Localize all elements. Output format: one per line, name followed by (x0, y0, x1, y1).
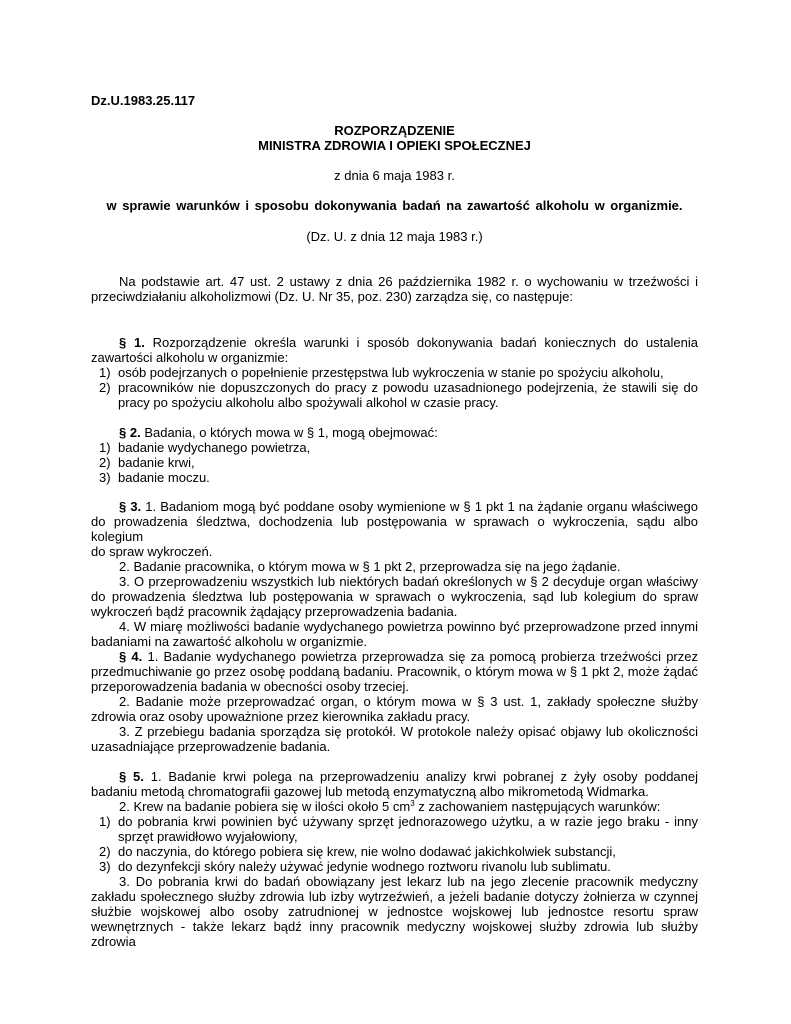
superscript-3: 3 (410, 799, 415, 808)
list-item: 3) do dezynfekcji skóry należy używać jedynie wodnego roztworu rivanolu lub sublimatu. (99, 859, 611, 874)
section-1-mark: § 1. (119, 335, 145, 350)
doc-title-line2: MINISTRA ZDROWIA I OPIEKI SPOŁECZNEJ (258, 138, 531, 153)
section-3-mark: § 3. (119, 499, 142, 514)
doc-subject: w sprawie warunków i sposobu dokonywania badań na zawartość alkoholu w organizmie. (106, 198, 683, 213)
preamble (91, 274, 698, 304)
section-1-intro-a: Rozporządzenie określa warunki i sposób dokonywania badań koniecznych do ustalenia (152, 335, 698, 350)
preamble-line2: przeciwdziałaniu alkoholizmowi (Dz. U. Nr 35, poz. 230) zarządza się, co następuje: (91, 289, 573, 304)
doc-date: z dnia 6 maja 1983 r. (334, 168, 455, 183)
section-1 (91, 335, 698, 365)
section-1-intro-b: zawartości alkoholu w organizmie: (91, 350, 289, 365)
section-5-paragraph-3: 3. Do pobrania krwi do badań obowiązany jest lekarz lub na jego zlecenie pracownik medyczny zakładu społecznego służby zdrowia lub izby wytrzeźwień, a jeżeli badanie dotyczy żołnierza w czynnej służbie wojskowej albo osoby zatrudnionej w jednostce wojskowej lub jednostce resortu spraw wewnętrznych - także lekarz bądź inny pracownik medyczny wojskowej służby zdrowia lub służby zdrowia (91, 874, 698, 949)
list-item: 2) pracowników nie dopuszczonych do pracy z powodu uzasadnionego podejrzenia, że stawili się do pracy po spożyciu alkoholu albo spożywali alkohol w czasie pracy. (99, 380, 698, 410)
doc-id: Dz.U.1983.25.117 (91, 93, 196, 108)
preamble-line1: Na podstawie art. 47 ust. 2 ustawy z dnia 26 października 1982 r. o wychowaniu w trzeźwości i (119, 274, 698, 289)
doc-publication: (Dz. U. z dnia 12 maja 1983 r.) (306, 229, 483, 244)
section-3: § 3. 1. Badaniom mogą być poddane osoby wymienione w § 1 pkt 1 na żądanie organu właściwego do prowadzenia śledztwa, dochodzenia lub postępowania w sprawach o wykroczenia, sądu albo kolegium do spraw wykroczeń. 2. Badanie pracownika, o którym mowa w § 1 pkt 2, przeprowadza się na jego żądanie. 3. O przeprowadzeniu wszystkich lub niektórych badań określonych w § 2 decyduje organ właściwy do prowadzenia śledztwa lub postępowania w sprawach o wykroczenia, sąd lub kolegium do spraw wykroczeń bądź pracownik żądający przeprowadzenia badania. 4. W miarę możliwości badanie wydychanego powietrza powinno być przeprowadzone przed innymi badaniami na zawartość alkoholu w organizmie. (91, 499, 698, 649)
list-item: 3) badanie moczu. (99, 470, 210, 485)
list-item: 2) do naczynia, do którego pobiera się krew, nie wolno dodawać jakichkolwiek substancji, (99, 844, 616, 859)
section-4: § 4. 1. Badanie wydychanego powietrza przeprowadza się za pomocą probierza trzeźwości przez przedmuchiwanie go przez osobę poddaną badaniu. Pracownik, o którym mowa w § 1 pkt 2, może żądać przeporowadzenia badania w obecności osoby trzeciej. 2. Badanie może przeprowadzać organ, o którym mowa w § 3 ust. 1, zakłady społeczne służby zdrowia oraz osoby upoważnione przez kierownika zakładu pracy. 3. Z przebiegu badania sporządza się protokół. W protokole należy opisać objawy lub okoliczności uzasadniające przeprowadzenie badania. (91, 649, 698, 754)
section-2-mark: § 2. (119, 425, 141, 440)
section-2-intro: § 2. Badania, o których mowa w § 1, mogą obejmować: (119, 425, 438, 440)
section-5-mark: § 5. (119, 769, 144, 784)
list-item: 1) do pobrania krwi powinien być używany sprzęt jednorazowego użytku, a w razie jego braku - inny sprzęt prawidłowo wyjałowiony, (99, 814, 698, 844)
list-item: 2) badanie krwi, (99, 455, 195, 470)
section-4-mark: § 4. (119, 649, 143, 664)
list-item: 1) badanie wydychanego powietrza, (99, 440, 311, 455)
doc-title-line1: ROZPORZĄDZENIE (334, 123, 455, 138)
list-item: 1) osób podejrzanych o popełnienie przestępstwa lub wykroczenia w stanie po spożyciu alkoholu, (99, 365, 664, 380)
section-5: § 5. 1. Badanie krwi polega na przeprowadzeniu analizy krwi pobranej z żyły osoby poddanej badaniu metodą chromatografii gazowej lub metodą enzymatyczną albo mikrometodą Widmarka. 2. Krew na badanie pobiera się w ilości około 5 $cm^3$ z zachowaniem następujących warunków: (91, 769, 698, 814)
